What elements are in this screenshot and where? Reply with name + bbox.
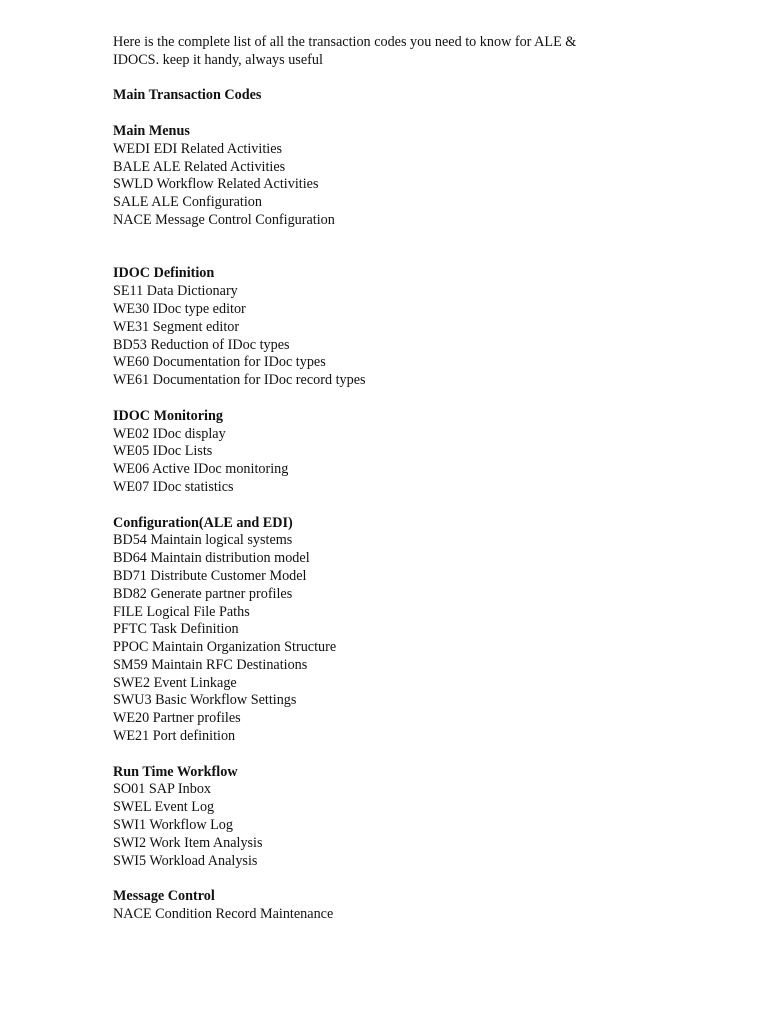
section-message-control	[113, 888, 633, 924]
list-item: WE20 Partner profiles	[113, 710, 241, 727]
document-body	[113, 34, 633, 924]
list-item: WEDI EDI Related Activities	[113, 140, 283, 157]
list-item: BD71 Distribute Customer Model	[113, 567, 307, 584]
spacer	[113, 105, 633, 123]
list-item: WE06 Active IDoc monitoring	[113, 461, 289, 478]
list-item: SO01 SAP Inbox	[113, 781, 212, 798]
spacer	[113, 230, 633, 266]
list-item: SWI1 Workflow Log	[113, 817, 233, 834]
section-heading: Message Control	[113, 888, 215, 905]
section-main-menus	[113, 123, 633, 230]
list-item: BD54 Maintain logical systems	[113, 532, 293, 549]
list-item: WE61 Documentation for IDoc record types	[113, 372, 366, 389]
list-item: SM59 Maintain RFC Destinations	[113, 656, 308, 673]
spacer	[113, 497, 633, 515]
list-item: WE21 Port definition	[113, 728, 236, 745]
section-heading: IDOC Monitoring	[113, 407, 223, 424]
list-item: BD64 Maintain distribution model	[113, 550, 310, 567]
section-heading: Run Time Workflow	[113, 763, 238, 780]
spacer	[113, 870, 633, 888]
list-item: SWEL Event Log	[113, 799, 215, 816]
list-item: WE30 IDoc type editor	[113, 300, 246, 317]
section-idoc-monitoring	[113, 408, 633, 497]
list-item: SWI2 Work Item Analysis	[113, 834, 263, 851]
section-heading: Configuration(ALE and EDI)	[113, 514, 293, 531]
list-item: BD53 Reduction of IDoc types	[113, 336, 290, 353]
list-item: PPOC Maintain Organization Structure	[113, 639, 337, 656]
intro-line-2: IDOCS. keep it handy, always useful	[113, 51, 323, 68]
section-heading: Main Menus	[113, 122, 190, 139]
list-item: PFTC Task Definition	[113, 621, 239, 638]
list-item: BALE ALE Related Activities	[113, 158, 286, 175]
list-item: SWE2 Event Linkage	[113, 674, 237, 691]
section-heading: IDOC Definition	[113, 265, 215, 282]
list-item: WE02 IDoc display	[113, 425, 226, 442]
section-configuration	[113, 515, 633, 746]
list-item: WE05 IDoc Lists	[113, 443, 213, 460]
main-title: Main Transaction Codes	[113, 87, 262, 104]
list-item: SE11 Data Dictionary	[113, 283, 238, 300]
list-item: BD82 Generate partner profiles	[113, 585, 293, 602]
spacer	[113, 746, 633, 764]
list-item: SWU3 Basic Workflow Settings	[113, 692, 297, 709]
spacer	[113, 70, 633, 88]
spacer	[113, 390, 633, 408]
list-item: WE31 Segment editor	[113, 318, 240, 335]
list-item: NACE Condition Record Maintenance	[113, 906, 334, 923]
list-item: WE07 IDoc statistics	[113, 478, 234, 495]
list-item: WE60 Documentation for IDoc types	[113, 354, 326, 371]
list-item: SWI5 Workload Analysis	[113, 852, 258, 869]
section-run-time-workflow	[113, 764, 633, 871]
list-item: FILE Logical File Paths	[113, 603, 250, 620]
list-item: NACE Message Control Configuration	[113, 211, 335, 228]
list-item: SALE ALE Configuration	[113, 194, 262, 211]
list-item: SWLD Workflow Related Activities	[113, 176, 319, 193]
intro-line-1: Here is the complete list of all the transaction codes you need to know for ALE &	[113, 34, 577, 50]
section-idoc-definition	[113, 265, 633, 390]
